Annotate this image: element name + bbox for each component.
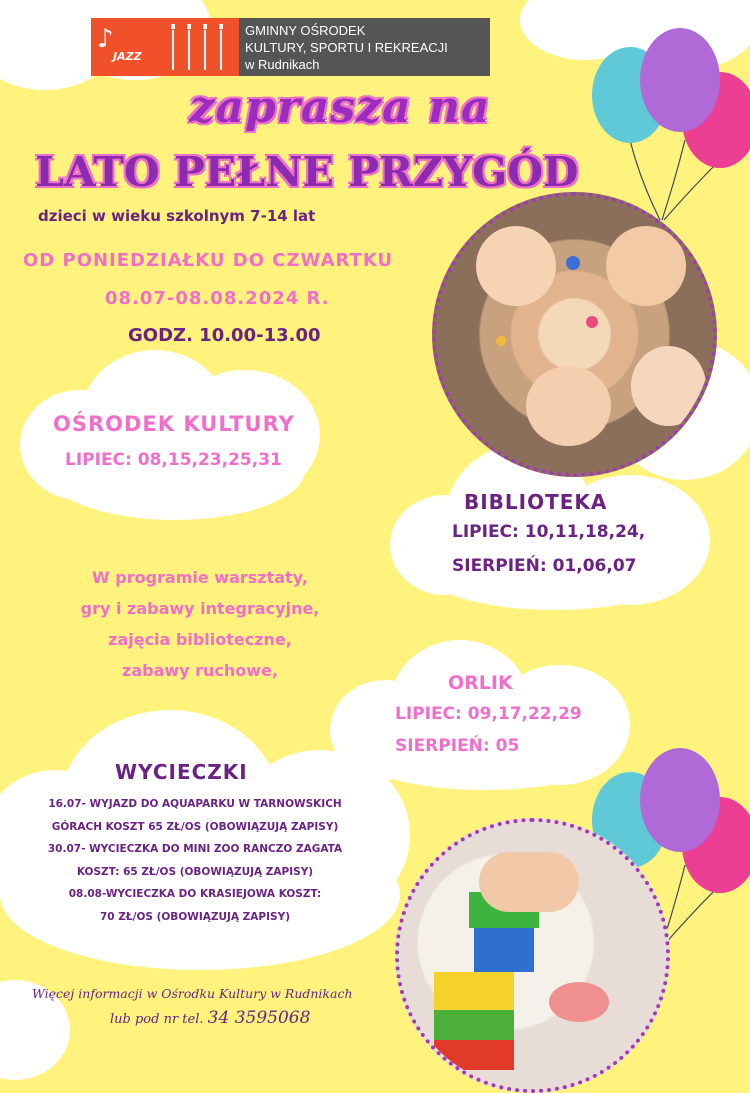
program-line-4: zabawy ruchowe, bbox=[122, 661, 278, 680]
child-hand bbox=[479, 852, 579, 912]
face-1 bbox=[476, 226, 556, 306]
wycieczki-line-2: GÓRACH KOSZT 65 ZŁ/OS (OBOWIĄZUJĄ ZAPISY) bbox=[51, 820, 339, 833]
org-line-3: w Rudnikach bbox=[245, 57, 320, 72]
block-blue bbox=[474, 928, 534, 972]
audience-text: dzieci w wieku szkolnym 7-14 lat bbox=[38, 207, 316, 225]
orlik-title: ORLIK bbox=[448, 672, 513, 694]
biblioteka-line-2: SIERPIEŃ: 01,06,07 bbox=[452, 556, 637, 576]
invite-text: zaprasza na bbox=[189, 82, 491, 133]
program-text bbox=[40, 562, 360, 686]
logo-text: JAZZ bbox=[113, 50, 142, 63]
blocks-photo bbox=[395, 818, 670, 1093]
wycieczki-line-5: 08.08-WYCIECZKA DO KRASIEJOWA KOSZT: bbox=[68, 888, 322, 900]
block-yellow bbox=[434, 972, 514, 1010]
osrodek-dates: LIPIEC: 08,15,23,25,31 bbox=[65, 450, 282, 470]
block-red bbox=[434, 1040, 514, 1070]
program-line-2: gry i zabawy integracyjne, bbox=[80, 599, 320, 618]
confetti-2 bbox=[586, 316, 598, 328]
balloons-top-icon bbox=[590, 20, 750, 230]
footer-line-2 bbox=[110, 1008, 310, 1028]
wycieczki-title: WYCIECZKI bbox=[115, 760, 248, 784]
biblioteka-line-1: LIPIEC: 10,11,18,24, bbox=[452, 522, 646, 542]
org-line-2: KULTURY, SPORTU I REKREACJI bbox=[245, 40, 448, 55]
footer-prefix: lub pod nr tel. bbox=[110, 1012, 208, 1027]
wycieczki-list bbox=[5, 793, 385, 928]
blur-red-block bbox=[549, 982, 609, 1022]
wycieczki-line-1: 16.07- WYJAZD DO AQUAPARKU W TARNOWSKICH bbox=[48, 798, 342, 810]
wycieczki-line-4: KOSZT: 65 ZŁ/OS (OBOWIĄZUJĄ ZAPISY) bbox=[76, 865, 314, 878]
footer-line-1: Więcej informacji w Ośrodku Kultury w Rudnikach bbox=[32, 986, 353, 1001]
main-title: LATO PEŁNE PRZYGÓD bbox=[35, 148, 579, 196]
confetti-1 bbox=[566, 256, 580, 270]
footer-phone: 34 3595068 bbox=[207, 1008, 311, 1028]
org-name-box bbox=[239, 18, 490, 76]
biblioteka-title: BIBLIOTEKA bbox=[464, 490, 608, 514]
logo-box bbox=[91, 18, 239, 76]
children-photo bbox=[432, 192, 717, 477]
schedule-hours: GODZ. 10.00-13.00 bbox=[128, 325, 321, 346]
osrodek-title: OŚRODEK KULTURY bbox=[53, 412, 295, 436]
program-line-1: W programie warsztaty, bbox=[92, 568, 308, 587]
schedule-days: OD PONIEDZIAŁKU DO CZWARTKU bbox=[23, 250, 394, 271]
face-2 bbox=[606, 226, 686, 306]
orlik-line-1: LIPIEC: 09,17,22,29 bbox=[395, 704, 582, 724]
face-3 bbox=[526, 366, 611, 446]
confetti-3 bbox=[496, 336, 506, 346]
wycieczki-line-6: 70 ZŁ/OS (OBOWIĄZUJĄ ZAPISY) bbox=[99, 910, 290, 923]
org-line-1: GMINNY OŚRODEK bbox=[245, 23, 366, 38]
saxophone-icon: ♪ bbox=[97, 24, 114, 54]
schedule-dates: 08.07-08.08.2024 R. bbox=[105, 288, 330, 309]
wycieczki-line-3: 30.07- WYCIECZKA DO MINI ZOO RANCZO ZAGATA bbox=[47, 843, 343, 855]
face-4 bbox=[631, 346, 706, 426]
orlik-line-2: SIERPIEŃ: 05 bbox=[395, 736, 520, 756]
logo-columns-icon bbox=[169, 22, 235, 72]
program-line-3: zajęcia biblioteczne, bbox=[108, 630, 292, 649]
block-green bbox=[434, 1010, 514, 1040]
